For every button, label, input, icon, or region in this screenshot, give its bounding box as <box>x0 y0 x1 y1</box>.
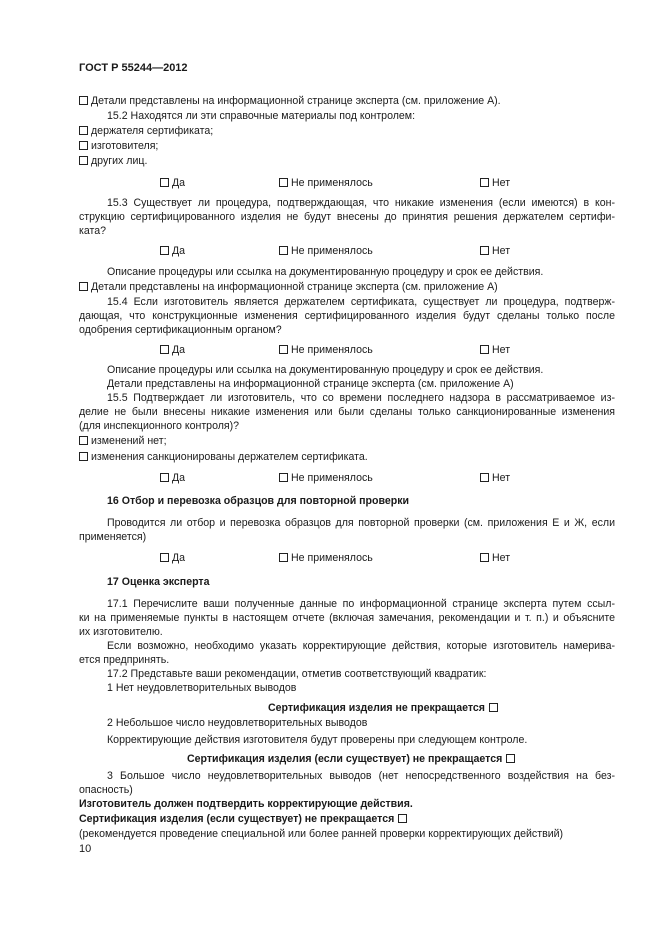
option-not-applied[interactable]: Не применялось <box>279 472 373 485</box>
option-yes[interactable]: Да <box>160 177 185 190</box>
text-line: ется предпринять. <box>79 654 170 666</box>
text-line: Корректирующие действия изготовителя будут проверены при следующем контроле. <box>107 734 528 746</box>
text-line: Описание процедуры или ссылка на документированную процедуру и срок ее действия. <box>107 364 544 376</box>
checkbox[interactable] <box>480 345 489 354</box>
text-line: их изготовителю. <box>79 626 163 638</box>
option-yes[interactable]: Да <box>160 245 185 258</box>
checkbox[interactable] <box>279 178 288 187</box>
recommendation-3: Сертификация изделия (если существует) не прекращается <box>79 813 407 826</box>
text-line: 3 Большое число неудовлетворительных выводов (нет непосредственного воздействия на без- <box>107 770 615 782</box>
recommendation-1: Сертификация изделия не прекращается <box>268 702 498 715</box>
question-15-4: 15.4 Если изготовитель является держателем сертификата, существует ли процедура, подтверж- <box>107 296 615 308</box>
option-not-applied[interactable]: Не применялось <box>279 344 373 357</box>
checkbox[interactable] <box>480 553 489 562</box>
question-17-1: 17.1 Перечислите ваши полученные данные по информационной странице эксперта путем ссыл- <box>107 598 615 610</box>
text-line: делие не были внесены никакие изменения или были сделаны только санкционированные изменения <box>79 406 615 418</box>
text-line: дающая, что конструкционные изменения сертифицированного изделия будут сделаны только после <box>79 310 615 322</box>
checkbox[interactable] <box>489 703 498 712</box>
checkbox[interactable] <box>160 473 169 482</box>
checkbox[interactable] <box>79 452 88 461</box>
checkbox[interactable] <box>79 156 88 165</box>
page-number: 10 <box>79 843 92 855</box>
checkbox[interactable] <box>506 754 515 763</box>
text-line: (рекомендуется проведение специальной или более ранней проверки корректирующих действий) <box>79 828 564 840</box>
text-line: опасность) <box>79 784 133 796</box>
checkbox[interactable] <box>160 246 169 255</box>
text-line: изменения санкционированы держателем сертификата. <box>79 451 368 464</box>
text-line: Если возможно, необходимо указать корректирующие действия, которые изготовитель намерива- <box>107 640 615 652</box>
checkbox[interactable] <box>480 246 489 255</box>
option-no[interactable]: Нет <box>480 472 510 485</box>
text-line: изменений нет; <box>79 435 167 448</box>
recommendation-2: Сертификация изделия (если существует) не прекращается <box>187 753 515 766</box>
text-line: держателя сертификата; <box>79 125 213 138</box>
checkbox[interactable] <box>79 282 88 291</box>
text-line: Детали представлены на информационной странице эксперта (см. приложение А). <box>79 95 501 108</box>
option-not-applied[interactable]: Не применялось <box>279 245 373 258</box>
text-line: (для инспекционного контроля)? <box>79 420 240 432</box>
option-yes[interactable]: Да <box>160 552 185 565</box>
section-heading-17: 17 Оценка эксперта <box>107 576 210 588</box>
option-no[interactable]: Нет <box>480 177 510 190</box>
checkbox[interactable] <box>79 126 88 135</box>
text-line: Изготовитель должен подтвердить корректирующие действия. <box>79 798 413 810</box>
checkbox[interactable] <box>79 96 88 105</box>
checkbox[interactable] <box>480 178 489 187</box>
checkbox[interactable] <box>160 345 169 354</box>
question-15-5: 15.5 Подтверждает ли изготовитель, что со времени последнего надзора в рассматриваемое из- <box>107 392 615 404</box>
text-line: струкцию сертифицированного изделия не будут внесены до принятия решения держателем сертифи- <box>79 211 615 223</box>
section-heading-16: 16 Отбор и перевозка образцов для повторной проверки <box>107 495 410 507</box>
document-header: ГОСТ Р 55244—2012 <box>79 62 188 74</box>
option-yes[interactable]: Да <box>160 472 185 485</box>
text-line: ката? <box>79 225 107 237</box>
checkbox[interactable] <box>160 553 169 562</box>
text-line: 1 Нет неудовлетворительных выводов <box>107 682 297 694</box>
checkbox[interactable] <box>279 473 288 482</box>
question-15-2: 15.2 Находятся ли эти справочные материалы под контролем: <box>107 110 416 122</box>
checkbox[interactable] <box>279 345 288 354</box>
text-line: Детали представлены на информационной странице эксперта (см. приложение А) <box>79 281 498 294</box>
checkbox[interactable] <box>79 436 88 445</box>
text-line: одобрения сертификационным органом? <box>79 324 282 336</box>
text-line: Описание процедуры или ссылка на документированную процедуру и срок ее действия. <box>107 266 544 278</box>
text-line: Детали представлены на информационной странице эксперта (см. приложение А) <box>107 378 514 390</box>
checkbox[interactable] <box>398 814 407 823</box>
question-17-2: 17.2 Представьте ваши рекомендации, отметив соответствующий квадратик: <box>107 668 487 680</box>
text-line: Проводится ли отбор и перевозка образцов для повторной проверки (см. приложения Е и Ж, если <box>107 517 615 529</box>
option-not-applied[interactable]: Не применялось <box>279 552 373 565</box>
question-15-3: 15.3 Существует ли процедура, подтверждающая, что никакие изменения (если имеются) в кон- <box>107 197 615 209</box>
option-no[interactable]: Нет <box>480 245 510 258</box>
checkbox[interactable] <box>160 178 169 187</box>
text-line: ки на применяемые пункты в настоящем отчете (включая замечания, рекомендации и т. п.) и объясните <box>79 612 615 624</box>
checkbox[interactable] <box>279 553 288 562</box>
checkbox[interactable] <box>480 473 489 482</box>
text-line: изготовителя; <box>79 140 158 153</box>
text-line: других лиц. <box>79 155 147 168</box>
text-line: применяется) <box>79 531 147 543</box>
checkbox[interactable] <box>279 246 288 255</box>
text-line: 2 Небольшое число неудовлетворительных выводов <box>107 717 368 729</box>
option-not-applied[interactable]: Не применялось <box>279 177 373 190</box>
checkbox[interactable] <box>79 141 88 150</box>
option-no[interactable]: Нет <box>480 344 510 357</box>
option-yes[interactable]: Да <box>160 344 185 357</box>
option-no[interactable]: Нет <box>480 552 510 565</box>
